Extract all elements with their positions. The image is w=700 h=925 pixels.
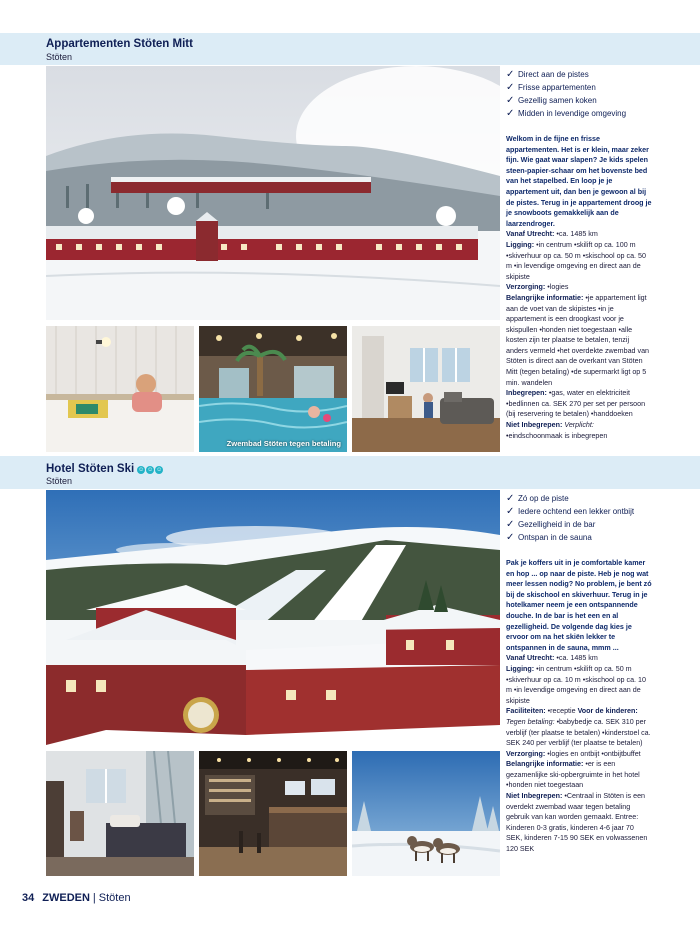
section2-location: Stöten (46, 476, 73, 486)
apartment-living-room-photo (352, 326, 500, 452)
section1-info-service: Verzorging: •logies (506, 283, 569, 292)
page-number: 34 (22, 892, 35, 904)
section1-header (0, 33, 700, 65)
page-footer (22, 892, 131, 904)
apartments-main-photo (46, 66, 500, 320)
hotel-room-photo (46, 751, 194, 876)
section1-info-important: Belangrijke informatie: •je appartement ligt aan de voet van de skipistes •in je appartement is een droogkast voor je skispullen •honden niet toegestaan •alle kosten zijn ter plaatse te betalen, tenzij anders vermeld •het overdekte zwembad van Stöten is direct aan de overkant van Stöten Mitt (tegen betaling) •de supermarkt ligt op 5 min. wandelen (506, 293, 650, 387)
section2-info-important: Belangrijke informatie: •er is een gezamenlijke ski-opbergruimte in het hotel •honden niet toegestaan (506, 760, 640, 790)
highlight-item: ✓ Midden in levendige omgeving (506, 107, 652, 120)
swimming-pool-photo (199, 326, 347, 452)
section2-details (506, 492, 652, 855)
section2-intro: Pak je koffers uit in je comfortable kamer en hop ... op naar de piste. Heb je nog wat meer lessen nodig? No problem, je bent zó bij de skischool en skiverhuur. Terug in je hotelkamer neem je een ontspannende douche. In de bar is het een en al gezelligheid. De volgende dag kies je ervoor om na het skiën lekker te ontspannen in de sauna, mmm ... (506, 559, 652, 652)
highlight-item: ✓ Gezellig samen koken (506, 94, 652, 107)
section1-highlights (506, 68, 652, 120)
hotel-bar-photo (199, 751, 347, 876)
section2-title: Hotel Stöten Ski ☺ ☺ ☺ (46, 463, 163, 475)
section1-location: Stöten (46, 52, 73, 62)
section2-info-distance: Vanaf Utrecht: •ca. 1485 km (506, 654, 598, 663)
section1-info-location: Ligging: •in centrum •skilift op ca. 100 m •skiverhuur op ca. 50 m •skischool op ca. 50 m •in levendige omgeving en direct aan de skipiste (506, 240, 646, 281)
section2-header (0, 456, 700, 489)
footer-country: ZWEDEN (42, 892, 90, 904)
section2-info-facilities: Faciliteiten: •receptie Voor de kinderen: Tegen betaling: •babybedje ca. SEK 310 per verblijf (ter plaatse te betalen) •kinderstoel ca. SEK 240 per verblijf (ter plaatse te betalen) (506, 707, 651, 748)
footer-separator: | (92, 892, 96, 904)
section1-info-distance: Vanaf Utrecht: •ca. 1485 km (506, 230, 598, 239)
highlight-item: ✓ Frisse appartementen (506, 81, 652, 94)
hotel-main-photo (46, 490, 500, 745)
highlight-item: ✓ Gezelligheid in de bar (506, 518, 652, 531)
section2-highlights (506, 492, 652, 544)
husky-sled-photo (352, 751, 500, 876)
section1-intro: Welkom in de fijne en frisse appartementen. Het is er klein, maar zeker fijn. Wie gaat waar slapen? Je kids spelen steen-papier-schaar om het bovenste bed van het stapelbed. En loop je je appartement uit, dan ben je gewoon al bij de pistes. Terug in je appartement droog je je snowboots gemakkelijk aan de laarzendroger. (506, 135, 652, 228)
highlight-item: ✓ Iedere ochtend een lekker ontbijt (506, 505, 652, 518)
highlight-item: ✓ Direct aan de pistes (506, 68, 652, 81)
section1-info-not-included: Niet Inbegrepen: Verplicht: •eindschoonmaak is inbegrepen (506, 421, 608, 440)
footer-region: Stöten (98, 892, 131, 904)
section2-info-not-included: Niet Inbegrepen: •Centraal in Stöten is een overdekt zwembad waar tegen betaling gebruik van kan worden gemaakt. Entree: Kinderen 0-3 gratis, kinderen 4-6 jaar 70 SEK, kinderen 7-15 90 SEK en volwassenen 120 SEK (506, 792, 648, 854)
highlight-item: ✓ Ontspan in de sauna (506, 531, 652, 544)
section2-info-location: Ligging: •in centrum •skilift op ca. 50 m •skiverhuur op ca. 10 m •skischool op ca. 10 m •in levendige omgeving en direct aan de skipiste (506, 664, 646, 705)
highlight-item: ✓ Zó op de piste (506, 492, 652, 505)
apartment-bedroom-photo (46, 326, 194, 452)
section1-details (506, 68, 652, 441)
section2-info-service: Verzorging: •logies en ontbijt •ontbijtbuffet (506, 749, 641, 758)
rating-icon: ☺ ☺ ☺ (138, 467, 163, 473)
section1-info-included: Inbegrepen: •gas, water en elektriciteit •bedlinnen ca. SEK 270 per set per persoon (bij reservering te betalen) •handdoeken (506, 389, 646, 419)
pool-photo-caption: Zwembad Stöten tegen betaling (226, 439, 341, 448)
section1-title: Appartementen Stöten Mitt (46, 38, 193, 50)
